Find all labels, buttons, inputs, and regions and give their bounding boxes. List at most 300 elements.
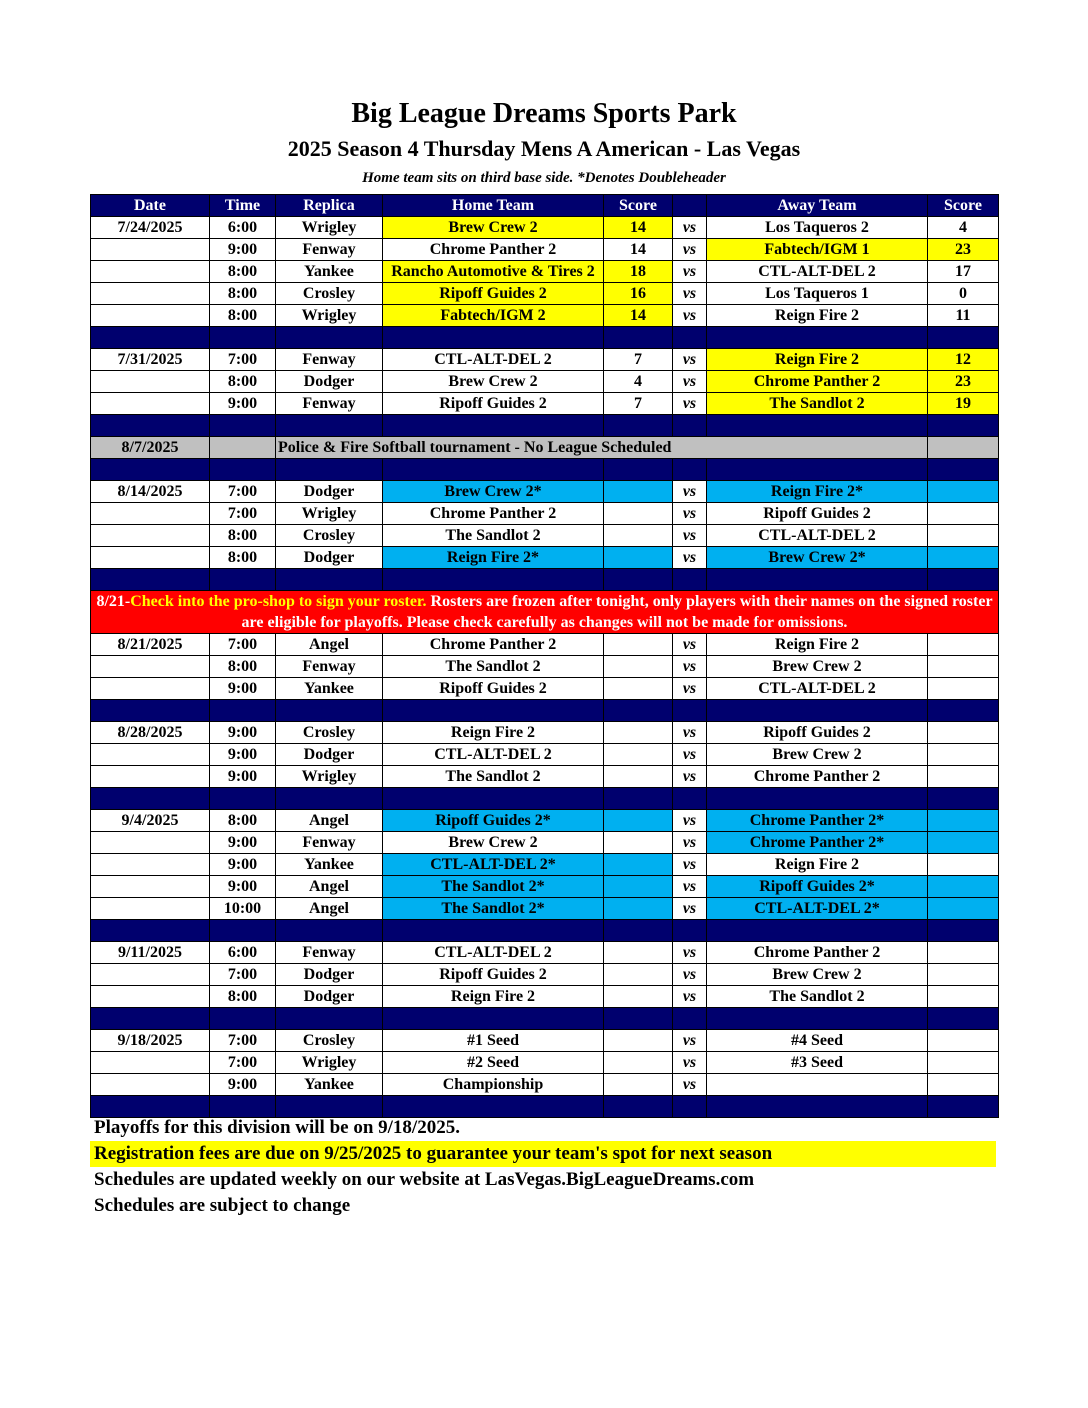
row-home-team: Brew Crew 2* [383, 481, 604, 503]
separator-cell [91, 415, 210, 437]
game-row [91, 656, 999, 678]
row-vs: vs [673, 1030, 707, 1052]
col-header-home-team: Home Team [383, 195, 604, 217]
row-replica: Crosley [276, 1030, 383, 1052]
row-time: 8:00 [210, 305, 276, 327]
game-row [91, 634, 999, 656]
row-date [91, 898, 210, 920]
game-row [91, 766, 999, 788]
row-home-team: Ripoff Guides 2 [383, 964, 604, 986]
row-time: 7:00 [210, 349, 276, 371]
change-note: Schedules are subject to change [94, 1195, 351, 1216]
row-home-team: Ripoff Guides 2 [383, 393, 604, 415]
row-vs: vs [673, 854, 707, 876]
row-replica: Fenway [276, 393, 383, 415]
row-date [91, 876, 210, 898]
row-away-score [928, 437, 999, 459]
table-header-row [91, 195, 999, 217]
row-date [91, 1052, 210, 1074]
separator-cell [383, 569, 604, 591]
game-row [91, 305, 999, 327]
game-row [91, 722, 999, 744]
row-date [91, 678, 210, 700]
row-home-team: Chrome Panther 2 [383, 634, 604, 656]
row-date: 8/7/2025 [91, 437, 210, 459]
notice-text: Rosters are frozen after tonight, only players with their names on the signed roster are eligible for playoffs. Please check carefully as changes will not be made for omissions. [241, 593, 993, 631]
row-home-team: CTL-ALT-DEL 2* [383, 854, 604, 876]
row-time: 10:00 [210, 898, 276, 920]
row-vs: vs [673, 393, 707, 415]
row-date [91, 986, 210, 1008]
row-home-score [604, 898, 673, 920]
separator-cell [604, 459, 673, 481]
row-home-team: Championship [383, 1074, 604, 1096]
row-home-team: Reign Fire 2* [383, 547, 604, 569]
separator-cell [928, 700, 999, 722]
separator-cell [928, 920, 999, 942]
game-row [91, 964, 999, 986]
row-home-team: The Sandlot 2 [383, 656, 604, 678]
row-home-team: Brew Crew 2 [383, 371, 604, 393]
row-away-team: Reign Fire 2* [707, 481, 928, 503]
col-header-vs [673, 195, 707, 217]
row-home-team: Ripoff Guides 2* [383, 810, 604, 832]
row-home-team: CTL-ALT-DEL 2 [383, 349, 604, 371]
separator-cell [604, 569, 673, 591]
game-row [91, 986, 999, 1008]
game-row [91, 832, 999, 854]
separator-cell [276, 700, 383, 722]
separator-cell [604, 327, 673, 349]
row-home-score: 14 [604, 239, 673, 261]
row-vs: vs [673, 656, 707, 678]
separator-cell [91, 1008, 210, 1030]
row-replica: Dodger [276, 744, 383, 766]
row-date: 7/31/2025 [91, 349, 210, 371]
row-time [210, 437, 276, 459]
separator-cell [91, 788, 210, 810]
row-away-score [928, 744, 999, 766]
row-away-score [928, 678, 999, 700]
separator-cell [707, 920, 928, 942]
row-time: 8:00 [210, 261, 276, 283]
row-home-score [604, 744, 673, 766]
row-away-score [928, 481, 999, 503]
separator-row [91, 327, 999, 349]
row-home-team: Reign Fire 2 [383, 722, 604, 744]
game-row [91, 283, 999, 305]
separator-cell [673, 415, 707, 437]
row-vs: vs [673, 876, 707, 898]
row-replica: Wrigley [276, 305, 383, 327]
row-away-team: CTL-ALT-DEL 2* [707, 898, 928, 920]
separator-cell [91, 569, 210, 591]
row-away-score: 23 [928, 239, 999, 261]
row-away-score: 4 [928, 217, 999, 239]
no-games-message: Police & Fire Softball tournament - No League Scheduled [276, 437, 928, 459]
separator-cell [91, 700, 210, 722]
row-home-score [604, 547, 673, 569]
notice-highlight: Check into the pro-shop to sign your roster. [130, 593, 427, 610]
row-away-score [928, 964, 999, 986]
separator-cell [928, 569, 999, 591]
row-replica: Dodger [276, 547, 383, 569]
row-date [91, 547, 210, 569]
row-home-team: Brew Crew 2 [383, 832, 604, 854]
row-vs: vs [673, 832, 707, 854]
separator-cell [383, 700, 604, 722]
game-row [91, 942, 999, 964]
separator-cell [210, 1008, 276, 1030]
row-away-score [928, 634, 999, 656]
row-replica: Yankee [276, 261, 383, 283]
row-home-score: 7 [604, 393, 673, 415]
separator-cell [276, 1008, 383, 1030]
separator-cell [604, 700, 673, 722]
row-away-team: Reign Fire 2 [707, 349, 928, 371]
separator-cell [91, 920, 210, 942]
row-date: 8/21/2025 [91, 634, 210, 656]
col-header-time: Time [210, 195, 276, 217]
row-date: 8/28/2025 [91, 722, 210, 744]
separator-cell [210, 415, 276, 437]
row-replica: Crosley [276, 283, 383, 305]
row-away-score [928, 525, 999, 547]
row-time: 7:00 [210, 481, 276, 503]
game-row [91, 371, 999, 393]
row-away-team: Ripoff Guides 2 [707, 503, 928, 525]
row-date [91, 305, 210, 327]
row-vs: vs [673, 503, 707, 525]
separator-cell [673, 569, 707, 591]
playoffs-note: Playoffs for this division will be on 9/18/2025. [94, 1117, 460, 1138]
row-time: 9:00 [210, 744, 276, 766]
no-games-row [91, 437, 999, 459]
row-time: 9:00 [210, 722, 276, 744]
row-vs: vs [673, 217, 707, 239]
page-title: Big League Dreams Sports Park [351, 98, 737, 129]
row-vs: vs [673, 1052, 707, 1074]
separator-cell [673, 1008, 707, 1030]
row-vs: vs [673, 1074, 707, 1096]
row-home-score [604, 678, 673, 700]
row-home-score [604, 481, 673, 503]
row-away-team: Brew Crew 2* [707, 547, 928, 569]
row-vs: vs [673, 722, 707, 744]
row-vs: vs [673, 283, 707, 305]
roster-notice [91, 591, 999, 634]
row-vs: vs [673, 525, 707, 547]
separator-cell [210, 459, 276, 481]
row-replica: Wrigley [276, 766, 383, 788]
row-vs: vs [673, 481, 707, 503]
row-away-team: Chrome Panther 2* [707, 810, 928, 832]
row-home-score [604, 722, 673, 744]
row-home-score: 14 [604, 217, 673, 239]
row-replica: Yankee [276, 854, 383, 876]
row-away-team: Los Taqueros 2 [707, 217, 928, 239]
schedule-table [90, 194, 999, 1118]
row-date [91, 854, 210, 876]
row-date [91, 371, 210, 393]
row-away-team: Ripoff Guides 2 [707, 722, 928, 744]
row-away-team: The Sandlot 2 [707, 393, 928, 415]
row-vs: vs [673, 744, 707, 766]
col-header-home-score: Score [604, 195, 673, 217]
game-row [91, 547, 999, 569]
row-home-team: The Sandlot 2 [383, 766, 604, 788]
separator-row [91, 415, 999, 437]
row-time: 7:00 [210, 1030, 276, 1052]
col-header-replica: Replica [276, 195, 383, 217]
row-away-score [928, 986, 999, 1008]
row-away-team: Brew Crew 2 [707, 656, 928, 678]
row-home-score: 18 [604, 261, 673, 283]
separator-row [91, 459, 999, 481]
row-home-team: Brew Crew 2 [383, 217, 604, 239]
separator-cell [604, 788, 673, 810]
game-row [91, 503, 999, 525]
row-home-score: 16 [604, 283, 673, 305]
row-time: 8:00 [210, 547, 276, 569]
separator-cell [707, 415, 928, 437]
row-home-score [604, 986, 673, 1008]
row-away-score: 17 [928, 261, 999, 283]
row-time: 9:00 [210, 393, 276, 415]
game-row [91, 810, 999, 832]
row-replica: Angel [276, 810, 383, 832]
col-header-date: Date [91, 195, 210, 217]
separator-cell [928, 459, 999, 481]
row-away-team: Chrome Panther 2 [707, 942, 928, 964]
separator-cell [707, 459, 928, 481]
row-vs: vs [673, 547, 707, 569]
roster-notice-row [91, 591, 999, 634]
row-date: 8/14/2025 [91, 481, 210, 503]
row-home-team: Rancho Automotive & Tires 2 [383, 261, 604, 283]
row-home-score [604, 766, 673, 788]
separator-cell [383, 788, 604, 810]
row-home-team: The Sandlot 2* [383, 898, 604, 920]
row-away-score [928, 547, 999, 569]
row-replica: Dodger [276, 964, 383, 986]
row-home-score [604, 634, 673, 656]
separator-cell [276, 415, 383, 437]
row-replica: Angel [276, 876, 383, 898]
row-home-team: CTL-ALT-DEL 2 [383, 942, 604, 964]
game-row [91, 217, 999, 239]
row-home-score: 7 [604, 349, 673, 371]
col-header-away-score: Score [928, 195, 999, 217]
separator-cell [707, 700, 928, 722]
separator-cell [928, 327, 999, 349]
row-home-score [604, 854, 673, 876]
row-home-team: Ripoff Guides 2 [383, 678, 604, 700]
separator-cell [604, 920, 673, 942]
separator-cell [928, 788, 999, 810]
row-home-score [604, 1030, 673, 1052]
row-replica: Fenway [276, 942, 383, 964]
row-replica: Fenway [276, 349, 383, 371]
row-home-score [604, 525, 673, 547]
row-home-score [604, 810, 673, 832]
row-time: 6:00 [210, 217, 276, 239]
row-time: 9:00 [210, 876, 276, 898]
separator-cell [707, 569, 928, 591]
row-time: 8:00 [210, 371, 276, 393]
row-time: 7:00 [210, 503, 276, 525]
row-away-score [928, 898, 999, 920]
row-time: 9:00 [210, 832, 276, 854]
row-home-team: Chrome Panther 2 [383, 503, 604, 525]
row-date [91, 261, 210, 283]
row-away-score [928, 1030, 999, 1052]
row-away-score: 0 [928, 283, 999, 305]
row-home-team: #1 Seed [383, 1030, 604, 1052]
row-time: 7:00 [210, 964, 276, 986]
row-home-team: Ripoff Guides 2 [383, 283, 604, 305]
row-replica: Angel [276, 898, 383, 920]
separator-row [91, 788, 999, 810]
row-away-team: CTL-ALT-DEL 2 [707, 678, 928, 700]
row-time: 9:00 [210, 854, 276, 876]
game-row [91, 876, 999, 898]
row-replica: Wrigley [276, 217, 383, 239]
row-replica: Fenway [276, 656, 383, 678]
separator-cell [383, 415, 604, 437]
row-home-score: 4 [604, 371, 673, 393]
separator-row [91, 920, 999, 942]
separator-row [91, 700, 999, 722]
row-away-score [928, 722, 999, 744]
registration-note: Registration fees are due on 9/25/2025 to guarantee your team's spot for next season [90, 1141, 996, 1167]
row-away-score: 12 [928, 349, 999, 371]
separator-row [91, 569, 999, 591]
separator-cell [383, 327, 604, 349]
separator-cell [383, 1008, 604, 1030]
separator-cell [707, 327, 928, 349]
separator-cell [210, 569, 276, 591]
row-time: 7:00 [210, 1052, 276, 1074]
row-replica: Dodger [276, 481, 383, 503]
row-away-team: Brew Crew 2 [707, 744, 928, 766]
row-away-score [928, 1074, 999, 1096]
row-vs: vs [673, 986, 707, 1008]
row-time: 8:00 [210, 810, 276, 832]
row-vs: vs [673, 678, 707, 700]
separator-cell [673, 327, 707, 349]
row-date [91, 525, 210, 547]
game-row [91, 678, 999, 700]
row-away-team: Brew Crew 2 [707, 964, 928, 986]
row-replica: Dodger [276, 986, 383, 1008]
row-away-team: The Sandlot 2 [707, 986, 928, 1008]
row-away-team: CTL-ALT-DEL 2 [707, 261, 928, 283]
separator-cell [91, 459, 210, 481]
separator-cell [928, 415, 999, 437]
row-vs: vs [673, 766, 707, 788]
row-date [91, 766, 210, 788]
row-home-score [604, 832, 673, 854]
row-time: 8:00 [210, 525, 276, 547]
row-home-score [604, 942, 673, 964]
row-home-score [604, 876, 673, 898]
row-away-score [928, 876, 999, 898]
separator-cell [673, 459, 707, 481]
row-home-score: 14 [604, 305, 673, 327]
row-time: 9:00 [210, 239, 276, 261]
row-away-team: CTL-ALT-DEL 2 [707, 525, 928, 547]
row-home-team: Reign Fire 2 [383, 986, 604, 1008]
separator-cell [707, 788, 928, 810]
separator-cell [673, 700, 707, 722]
row-vs: vs [673, 371, 707, 393]
separator-cell [276, 920, 383, 942]
website-note: Schedules are updated weekly on our website at LasVegas.BigLeagueDreams.com [94, 1169, 755, 1190]
row-time: 8:00 [210, 283, 276, 305]
separator-cell [928, 1008, 999, 1030]
row-date [91, 1074, 210, 1096]
separator-row [91, 1008, 999, 1030]
game-row [91, 744, 999, 766]
row-time: 6:00 [210, 942, 276, 964]
game-row [91, 349, 999, 371]
row-vs: vs [673, 305, 707, 327]
row-home-score [604, 964, 673, 986]
row-away-team: Reign Fire 2 [707, 305, 928, 327]
separator-cell [604, 1008, 673, 1030]
row-away-team: Chrome Panther 2 [707, 766, 928, 788]
row-vs: vs [673, 810, 707, 832]
row-away-score [928, 1052, 999, 1074]
row-away-score [928, 942, 999, 964]
row-time: 9:00 [210, 766, 276, 788]
col-header-away-team: Away Team [707, 195, 928, 217]
row-away-team: Reign Fire 2 [707, 854, 928, 876]
row-away-team: Fabtech/IGM 1 [707, 239, 928, 261]
row-date: 7/24/2025 [91, 217, 210, 239]
separator-cell [276, 788, 383, 810]
separator-cell [210, 700, 276, 722]
row-replica: Wrigley [276, 1052, 383, 1074]
row-replica: Fenway [276, 239, 383, 261]
row-vs: vs [673, 942, 707, 964]
separator-cell [276, 569, 383, 591]
notice-date: 8/21- [96, 593, 131, 610]
row-away-score [928, 503, 999, 525]
row-vs: vs [673, 261, 707, 283]
game-row [91, 1052, 999, 1074]
row-vs: vs [673, 349, 707, 371]
row-away-score [928, 832, 999, 854]
row-away-team [707, 1074, 928, 1096]
row-time: 8:00 [210, 656, 276, 678]
separator-cell [210, 788, 276, 810]
row-home-team: Fabtech/IGM 2 [383, 305, 604, 327]
game-row [91, 393, 999, 415]
row-time: 7:00 [210, 634, 276, 656]
row-date [91, 283, 210, 305]
row-away-score [928, 766, 999, 788]
row-away-score [928, 854, 999, 876]
game-row [91, 239, 999, 261]
row-time: 9:00 [210, 678, 276, 700]
row-away-team: #4 Seed [707, 1030, 928, 1052]
page-subtitle: 2025 Season 4 Thursday Mens A American - Las Vegas [287, 136, 801, 161]
row-date: 9/4/2025 [91, 810, 210, 832]
separator-cell [673, 788, 707, 810]
row-away-score: 19 [928, 393, 999, 415]
